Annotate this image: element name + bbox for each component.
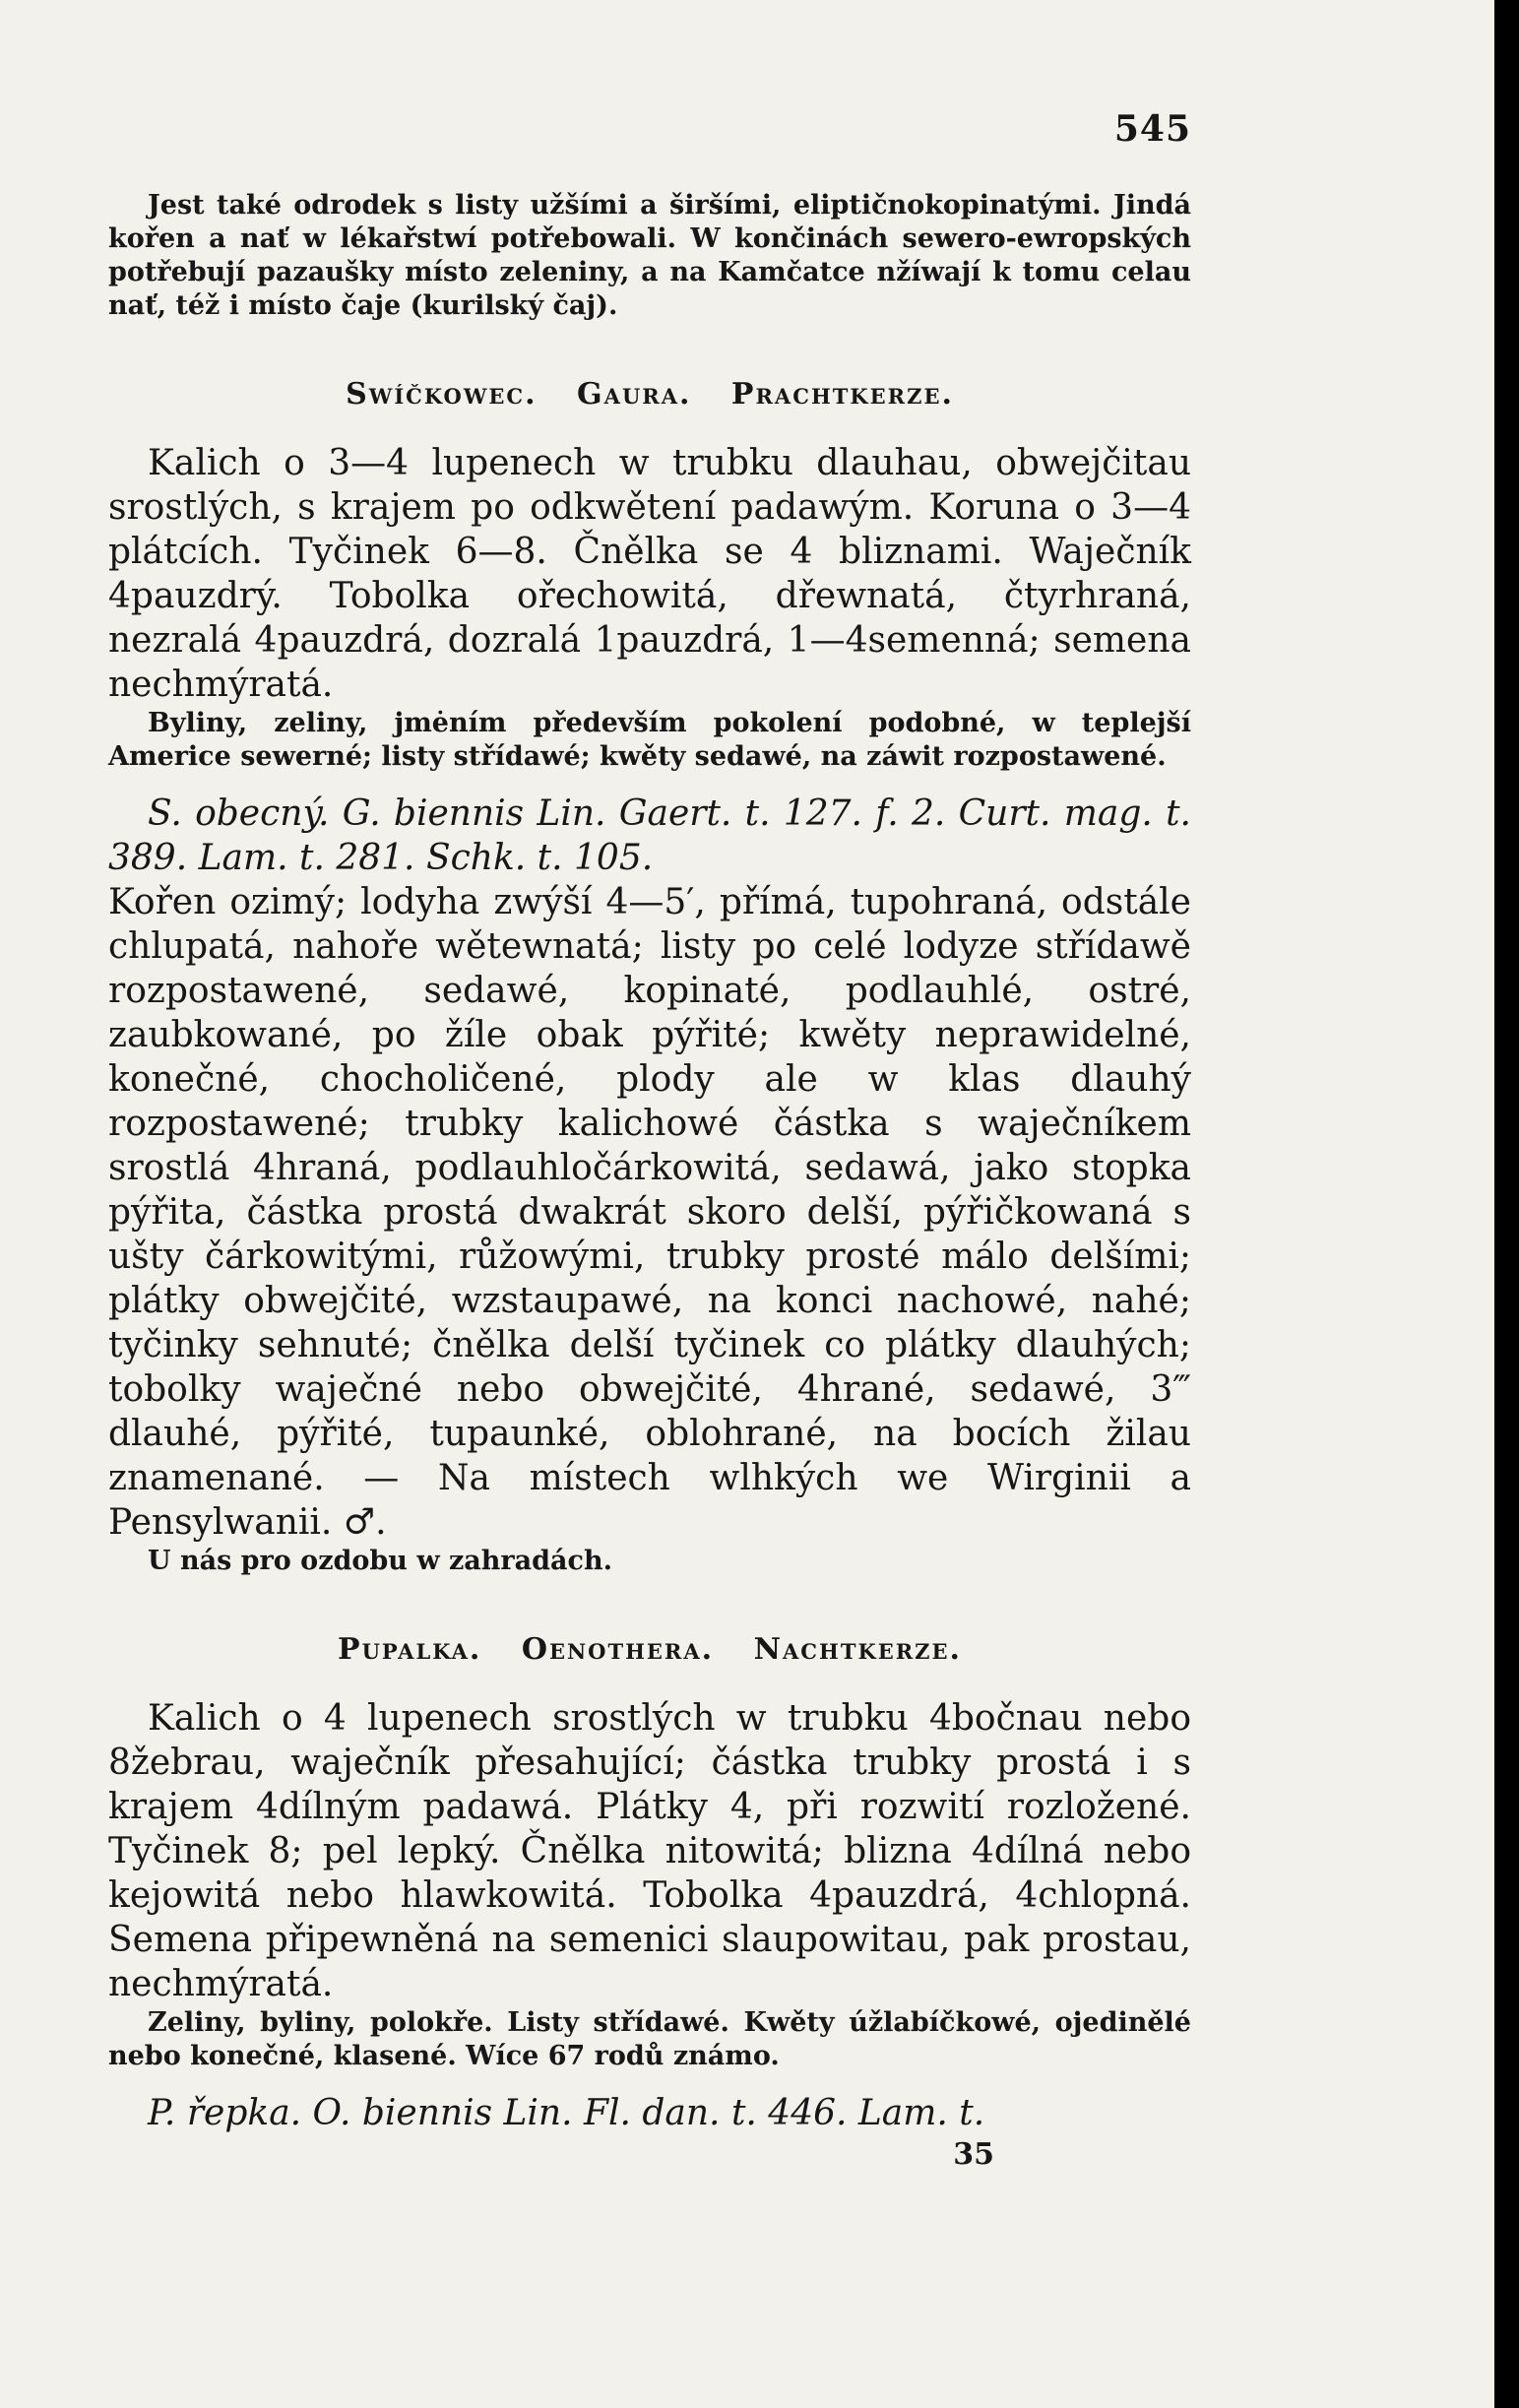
species-reference: S. obecný. G. biennis Lin. Gaert. t. 127. f. 2. Curt. mag. t. 389. Lam. t. 281. Schk. t. 105. [108,793,1191,878]
section-heading-oenothera [108,1632,1191,1667]
intro-note: Jest také odrodek s listy užšími a širšími, eliptičnokopinatými. Jindá kořen a nať w lékařstwí potřebowali. W končinách sewero-ewropských potřebují pazaušky místo zeleniny, a na Kamčatce nžíwají k tomu celau nať, též i místo čaje (kurilský čaj). [108,190,1191,321]
heading-czech: Pupalka. [338,1632,482,1667]
genus-description: Kalich o 3—4 lupenech w trubku dlauhau, obwejčitau srostlých, s krajem po odkwětení padawým. Koruna o 3—4 plátcích. Tyčinek 6—8. Čnělka se 4 bliznami. Waječník 4pauzdrý. Tobolka ořechowitá, dřewnatá, čtyrhraná, nezralá 4pauzdrá, dozralá 1pauzdrá, 1—4semenná; semena nechmýratá. [108,443,1191,705]
species-description: Kořen ozimý; lodyha zwýší 4—5′, přímá, tupohraná, odstále chlupatá, nahoře wětewnatá; listy po celé lodyze střídawě rozpostawené, sedawé, kopinaté, podlauhlé, ostré, zaubkowané, po žíle obak pýřité; kwěty neprawidelné, konečné, chocholičené, plody ale w klas dlauhý rozpostawené; trubky kalichowé částka s waječníkem srostlá 4hraná, podlauhločárkowitá, sedawá, jako stopka pýřita, částka prostá dwakrát skoro delší, pýřičkowaná s ušty čárkowitými, růžowými, trubky prosté málo delšími; plátky obwejčité, wzstaupawé, na konci nachowé, nahé; tyčinky sehnuté; čnělka delší tyčinek co plátky dlauhých; tobolky waječné nebo obwejčité, 4hrané, sedawé, 3‴ dlauhé, pýřité, tupaunké, oblohrané, na bocích žilau znamenané. — Na místech wlhkých we Wirginii a Pensylwanii. ♂. [108,882,1191,1543]
genus-description: Kalich o 4 lupenech srostlých w trubku 4bočnau nebo 8žebrau, waječník přesahující; částka trubky prostá i s krajem 4dílným padawá. Plátky 4, při rozwití rozložené. Tyčinek 8; pel lepký. Čnělka nitowitá; blizna 4dílná nebo kejowitá nebo hlawkowitá. Tobolka 4pauzdrá, 4chlopná. Semena připewněná na semenici slaupowitau, pak prostau, nechmýratá. [108,1698,1191,2004]
species-reference: P. řepka. O. biennis Lin. Fl. dan. t. 446. Lam. t. [148,2093,985,2133]
section-heading-gaura [108,377,1191,412]
text-column [108,108,1191,2172]
heading-german: Prachtkerze. [730,377,954,412]
heading-latin: Gaura. [577,377,692,412]
heading-german: Nachtkerze. [753,1632,962,1667]
page-number: 545 [1113,108,1191,150]
genus-note: Byliny, zeliny, jmėním především pokolení podobné, w teplejší Americe sewerné; listy střídawé; kwěty sedawé, na záwit rozpostawené. [108,708,1191,772]
heading-czech: Swíčkowec. [346,377,538,412]
heading-latin: Oenothera. [521,1632,715,1667]
genus-note: Zeliny, byliny, polokře. Listy střídawé. Kwěty úžlabíčkowé, ojedinělé nebo konečné, klasené. Wíce 67 rodů známo. [108,2007,1191,2071]
garden-note: U nás pro ozdobu w zahradách. [148,1546,612,1576]
signature-mark: 35 [953,2137,994,2172]
